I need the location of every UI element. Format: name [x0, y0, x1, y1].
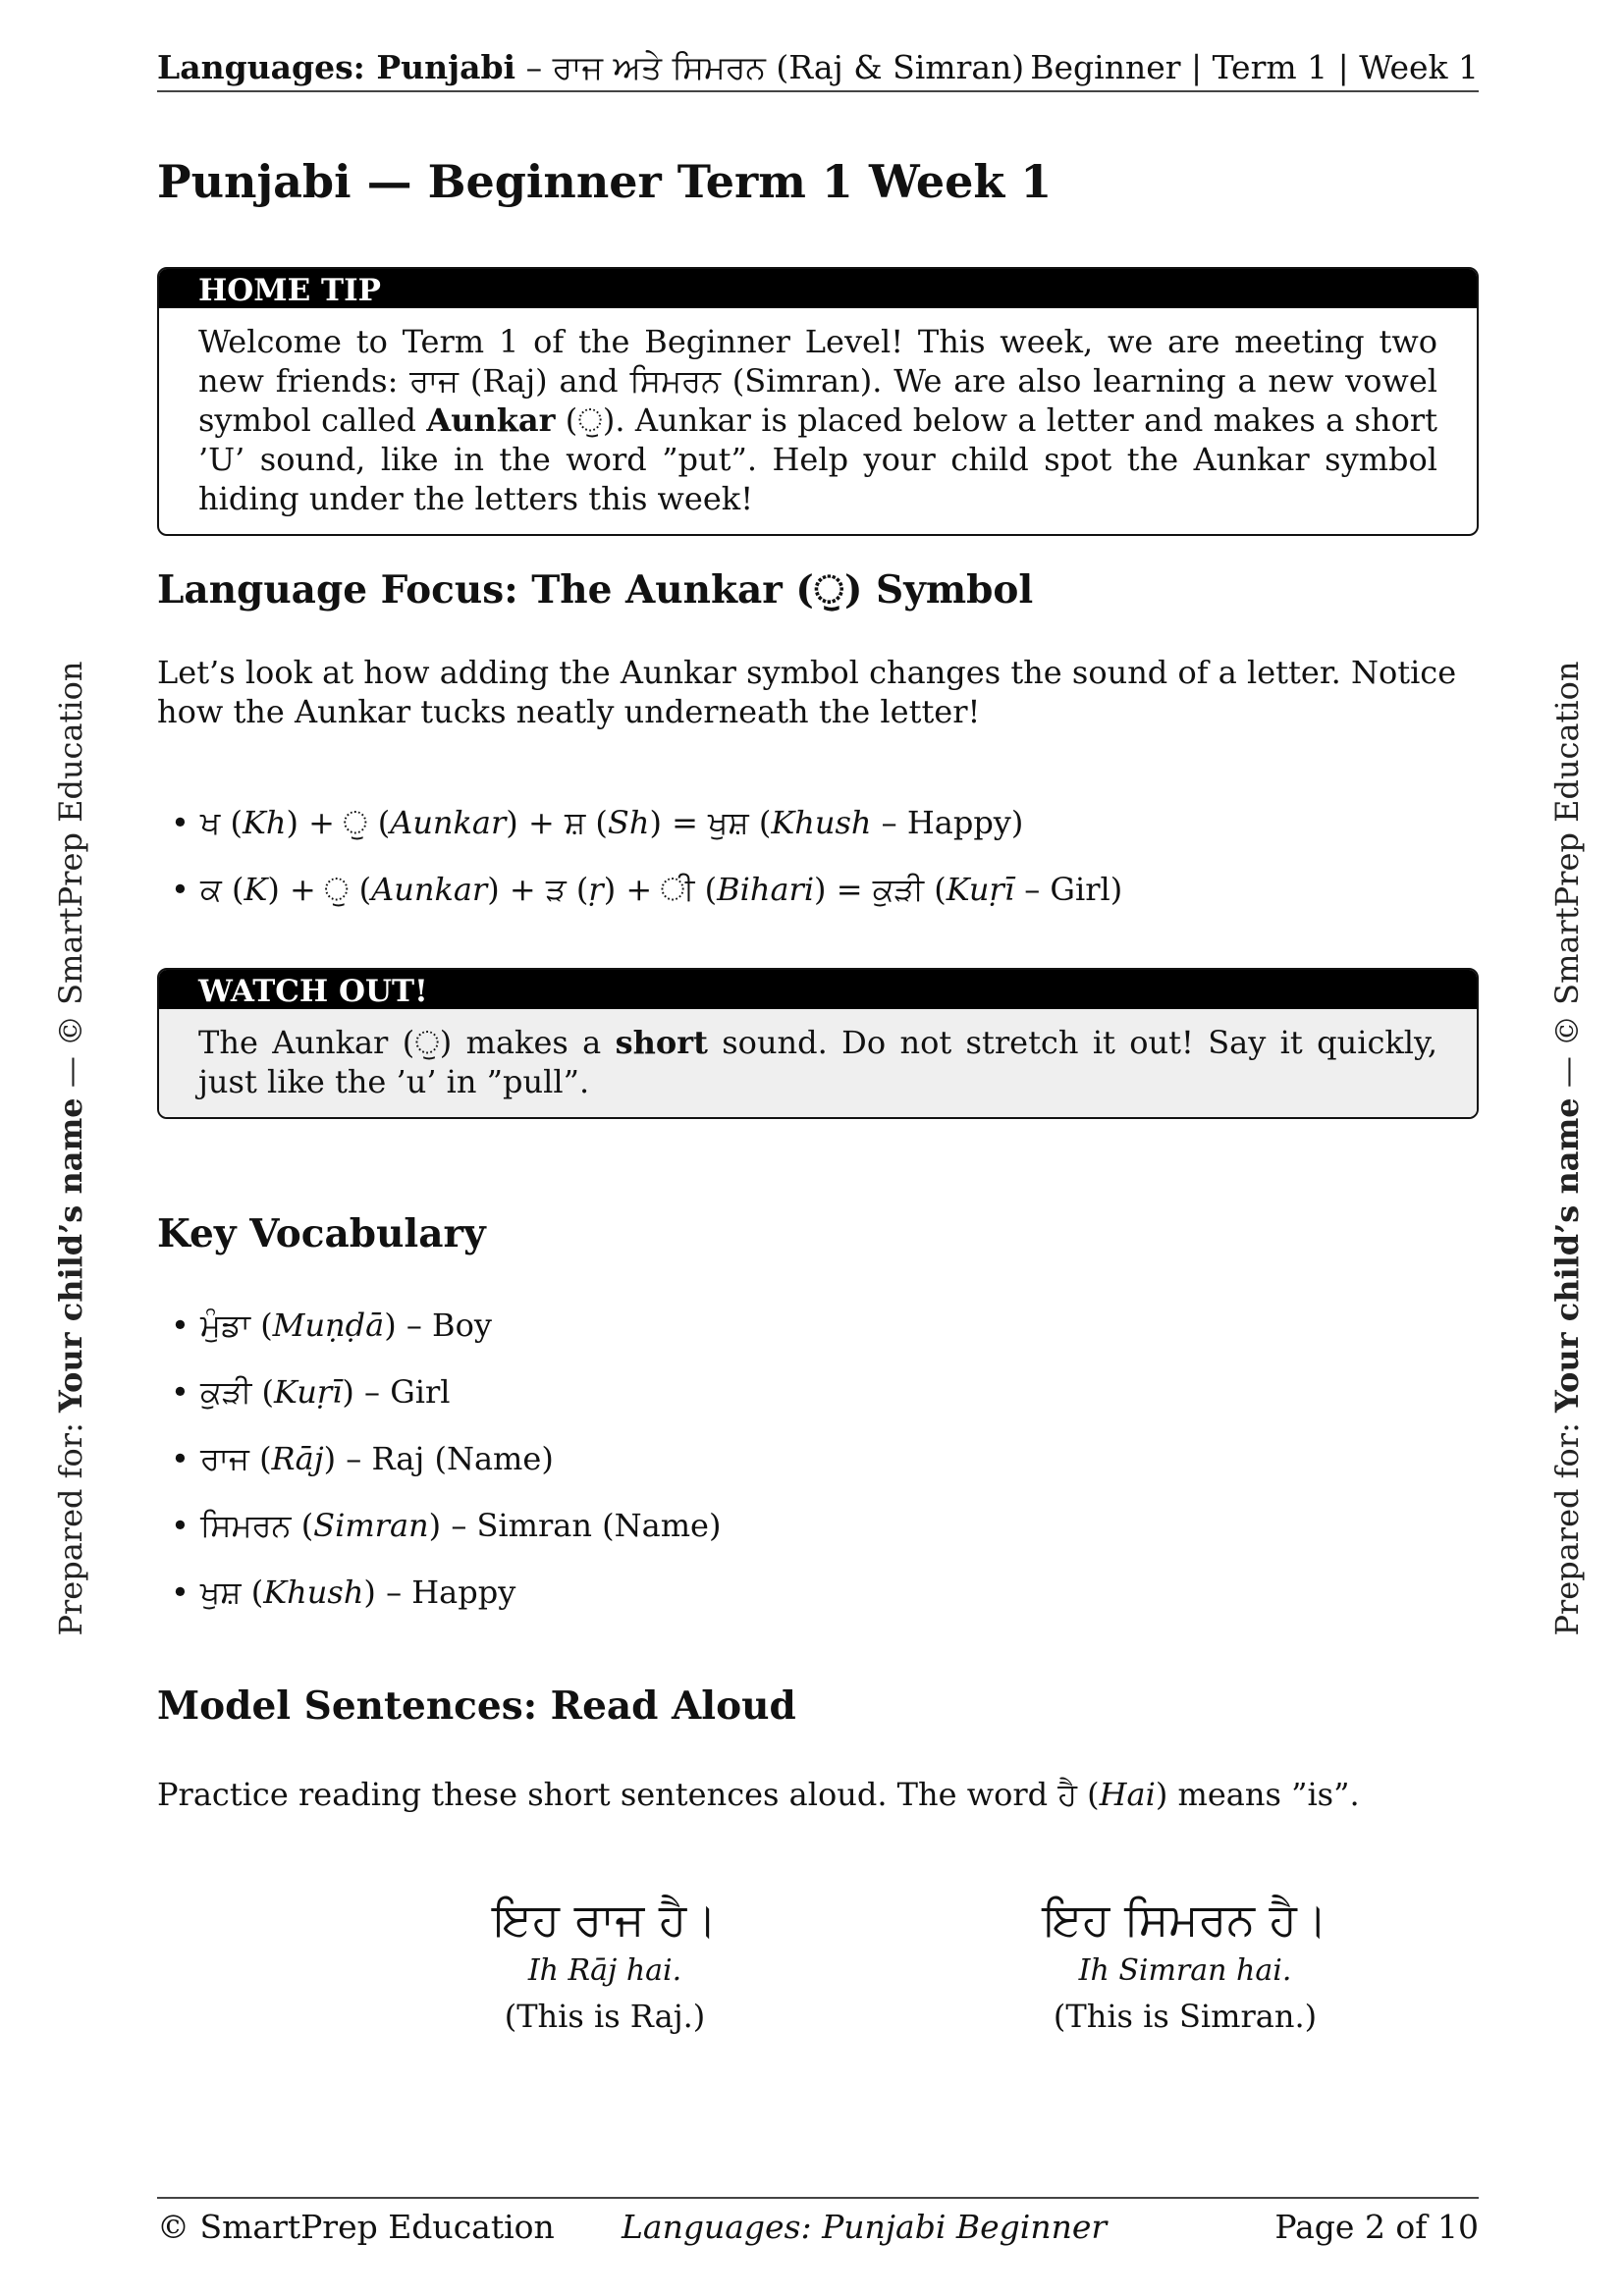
vocab-transliteration: Khush	[263, 1574, 364, 1611]
language-focus-heading: Language Focus: The Aunkar (ੁ) Symbol	[157, 567, 1034, 613]
vocabulary-list	[157, 1306, 721, 1639]
page-footer	[157, 2197, 1479, 2258]
home-tip-box	[157, 267, 1479, 536]
page-header	[157, 45, 1479, 92]
footer-copyright: © SmartPrep Education	[157, 2208, 555, 2246]
language-focus-intro: Let’s look at how adding the Aunkar symbol changes the sound of a letter. Notice how the Aunkar tucks neatly underneath the letter!	[157, 654, 1457, 730]
model-sentences-heading: Model Sentences: Read Aloud	[157, 1683, 796, 1729]
vocab-transliteration: Kuṛī	[274, 1373, 343, 1411]
watch-out-text-bold: short	[615, 1024, 708, 1061]
home-tip-text-1: Welcome to Term 1 of the Beginner Level! This week, we are meeting two new friends: ਰਾਜ (Raj) and ਸਿਮਰਨ (Simran). We are also learning a new vowel symbol called	[198, 323, 1437, 439]
vocabulary-item: • ਸਿਮਰਨ (Simran) – Simran (Name)	[157, 1506, 721, 1545]
vocabulary-heading: Key Vocabulary	[157, 1211, 486, 1256]
vocab-gurmukhi: ਰਾਜ	[200, 1440, 249, 1477]
side-suffix: — © SmartPrep Education	[52, 661, 89, 1098]
header-subtitle: – ਰਾਜ ਅਤੇ ਸਿਮਰਨ (Raj & Simran)	[515, 48, 1025, 86]
vocab-gurmukhi: ਮੁੰਡਾ	[200, 1307, 251, 1344]
sentence-translation: (This is Raj.)	[504, 1998, 706, 2035]
watch-out-box	[157, 968, 1479, 1119]
vocab-meaning: Raj (Name)	[371, 1440, 554, 1477]
header-level: Beginner | Term 1 | Week 1	[1030, 48, 1479, 86]
model-sentence	[310, 1890, 899, 2039]
vocab-gurmukhi: ਸਿਮਰਨ	[200, 1507, 292, 1544]
side-label-left	[52, 661, 89, 1635]
watch-out-text-1: The Aunkar (ੁ) makes a	[198, 1024, 616, 1061]
home-tip-text-2: (ੁ). Aunkar is placed below a letter and makes a short ’U’ sound, like in the word ”put”. Help your child spot the Aunkar symbol hiding under the letters this week!	[198, 401, 1437, 517]
model-sentences-intro: Practice reading these short sentences aloud. The word ਹੈ (Hai) means ”is”.	[157, 1776, 1360, 1813]
footer-course: Languages: Punjabi Beginner	[622, 2208, 1108, 2246]
home-tip-body	[159, 308, 1477, 534]
vocab-transliteration: Rāj	[271, 1440, 324, 1477]
side-prefix: Prepared for:	[52, 1412, 89, 1636]
formula-list	[157, 803, 1122, 936]
page-title: Punjabi — Beginner Term 1 Week 1	[157, 155, 1053, 208]
footer-page-number: Page 2 of 10	[1274, 2208, 1479, 2246]
formula-item: • ਖ (Kh) + ੁ (Aunkar) + ਸ਼ (Sh) = ਖੁਸ਼ (Khush – Happy)	[157, 803, 1122, 842]
header-course-title	[157, 45, 1024, 90]
vocab-transliteration: Muṇḍā	[272, 1307, 385, 1344]
side-child-name: Your child’s name	[52, 1097, 89, 1413]
header-subject: Languages: Punjabi	[157, 48, 516, 86]
sentence-gurmukhi: ਇਹ ਸਿਮਰਨ ਹੈ।	[1043, 1893, 1327, 1946]
vocabulary-item: • ਖੁਸ਼ (Khush) – Happy	[157, 1573, 721, 1612]
vocab-meaning: Happy	[411, 1574, 516, 1611]
vocab-meaning: Girl	[390, 1373, 451, 1411]
sentence-transliteration: Ih Simran hai.	[1078, 1953, 1292, 1988]
side-child-name: Your child’s name	[1548, 1097, 1586, 1413]
side-label-right	[1548, 661, 1586, 1635]
side-prefix: Prepared for:	[1548, 1412, 1586, 1636]
side-suffix: — © SmartPrep Education	[1548, 661, 1586, 1098]
vocabulary-item: • ਮੁੰਡਾ (Muṇḍā) – Boy	[157, 1306, 721, 1345]
model-sentence	[891, 1890, 1480, 2039]
home-tip-heading: HOME TIP	[159, 269, 1477, 308]
vocab-transliteration: Simran	[313, 1507, 429, 1544]
vocab-meaning: Simran (Name)	[476, 1507, 722, 1544]
vocabulary-item: • ਰਾਜ (Rāj) – Raj (Name)	[157, 1439, 721, 1478]
sentence-transliteration: Ih Rāj hai.	[527, 1953, 682, 1988]
formula-item: • ਕ (K) + ੁ (Aunkar) + ੜ (ṛ) + ੀ (Bihari) = ਕੁੜੀ (Kuṛī – Girl)	[157, 870, 1122, 909]
vocab-gurmukhi: ਕੁੜੀ	[200, 1373, 252, 1411]
vocab-gurmukhi: ਖੁਸ਼	[200, 1574, 242, 1611]
home-tip-text-bold: Aunkar	[426, 401, 556, 439]
watch-out-text-2: sound. Do not stretch it out! Say it quickly, just like the ’u’ in ”pull”.	[198, 1024, 1438, 1100]
sentence-translation: (This is Simran.)	[1053, 1998, 1318, 2035]
watch-out-heading: WATCH OUT!	[159, 970, 1477, 1009]
vocab-meaning: Boy	[432, 1307, 492, 1344]
vocabulary-item: • ਕੁੜੀ (Kuṛī) – Girl	[157, 1372, 721, 1412]
sentence-gurmukhi: ਇਹ ਰਾਜ ਹੈ।	[492, 1893, 718, 1946]
watch-out-body	[159, 1009, 1477, 1117]
